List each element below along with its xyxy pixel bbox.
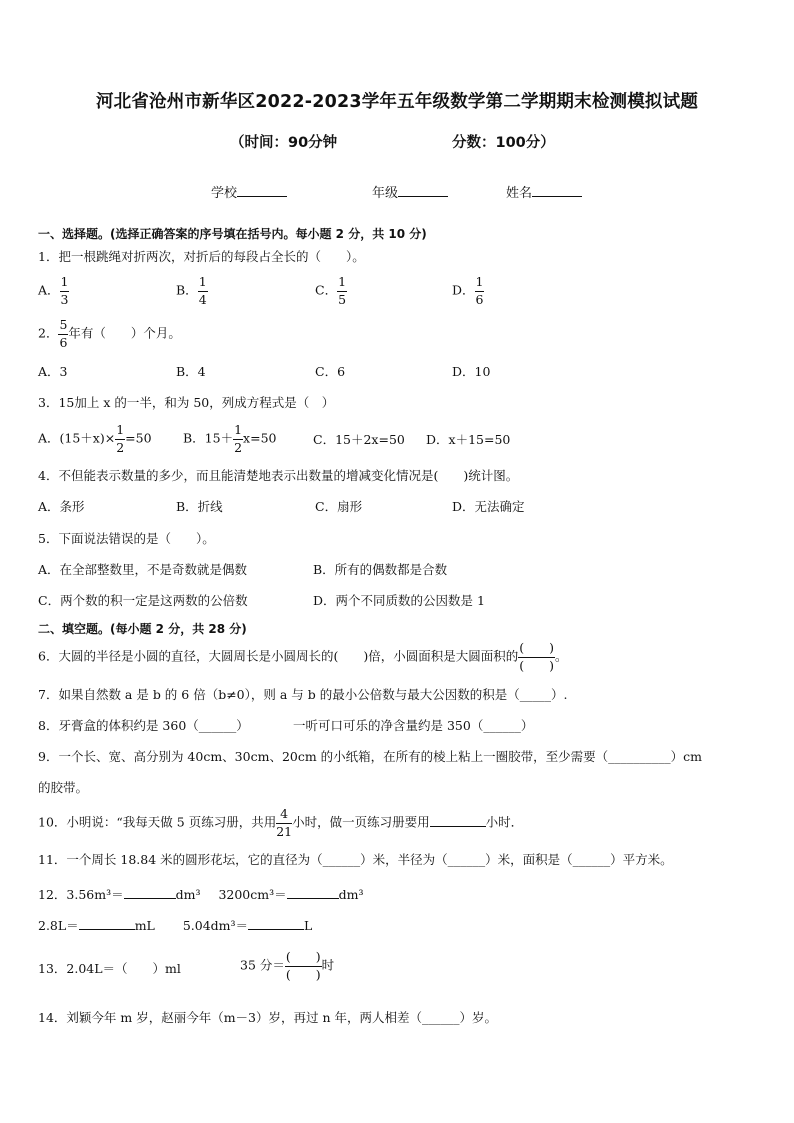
q5-option-a: A．在全部整数里，不是奇数就是偶数 [38, 562, 248, 577]
q12-blank-2[interactable] [287, 886, 339, 899]
q2-option-d: D．10 [452, 364, 491, 379]
question-11: 11．一个周长 18.84 米的圆形花坛，它的直径为（______）米，半径为（______）米，面积是（______）平方米。 [38, 852, 673, 867]
school-field [211, 182, 287, 201]
name-field [506, 182, 582, 201]
q2-option-c: C．6 [315, 364, 346, 379]
grade-blank[interactable] [398, 184, 448, 197]
q10-blank[interactable] [430, 814, 486, 827]
grade-field [372, 182, 448, 201]
question-9: 9．一个长、宽、高分别为 40cm、30cm、20cm 的小纸箱，在所有的棱上粘上一圈胶带，至少需要（__________）cm [38, 749, 703, 764]
exam-score: 分数：100分） [452, 135, 555, 151]
q1-option-c: C． $\frac{1}{5}$ [315, 274, 347, 307]
school-blank[interactable] [237, 184, 287, 197]
question-13-part-1: 13．2.04L＝（ ）ml [38, 961, 181, 976]
q2-option-a: A．3 [38, 364, 68, 379]
q2-option-b: B．4 [176, 364, 206, 379]
question-8-part-1: 8．牙膏盒的体积约是 360（______） [38, 718, 249, 733]
school-label: 学校 [211, 186, 238, 201]
q3-option-b: B．15＋ $\frac{1}{2}$ x=50 [183, 422, 277, 455]
q3-option-d: D．x＋15=50 [426, 432, 511, 447]
exam-title: 河北省沧州市新华区2022-2023学年五年级数学第二学期期末检测模拟试题 [95, 92, 699, 112]
question-5: 5．下面说法错误的是（ ）。 [38, 531, 215, 546]
question-14: 14．刘颖今年 m 岁，赵丽今年（m－3）岁，再过 n 年，两人相差（______）岁。 [38, 1010, 498, 1025]
name-label: 姓名 [506, 186, 533, 201]
q12-blank-4[interactable] [248, 917, 304, 930]
q5-option-b: B．所有的偶数都是合数 [313, 562, 448, 577]
q4-option-a: A．条形 [38, 499, 85, 514]
q1-option-d: D． $\frac{1}{6}$ [452, 274, 484, 307]
q12-blank-1[interactable] [124, 886, 176, 899]
q1-option-b: B． $\frac{1}{4}$ [176, 274, 207, 307]
question-10: 10．小明说：“我每天做 5 页练习册，共用 $\frac{4}{21}$ 小时，做一页练习册要用 小时． [38, 806, 524, 839]
section-1-heading: 一、选择题。(选择正确答案的序号填在括号内。每小题 2 分，共 10 分) [38, 227, 427, 241]
question-13-part-2: 35 分＝ $\frac{( )}{( )}$ 时 [240, 949, 335, 982]
exam-time: （时间：90分钟 [230, 135, 338, 151]
question-9-cont: 的胶带。 [38, 780, 89, 795]
question-6: 6．大圆的半径是小圆的直径，大圆周长是小圆周长的( )倍，小圆面积是大圆面积的 $\frac{( )}{( )}$ 。 [38, 640, 568, 673]
q4-option-b: B．折线 [176, 499, 223, 514]
question-12-line-2: 2.8L＝ mL 5.04dm³＝ L [38, 918, 313, 933]
question-3: 3．15加上 x 的一半，和为 50，列成方程式是（ ） [38, 395, 335, 410]
q5-option-d: D．两个不同质数的公因数是 1 [313, 593, 485, 608]
q3-option-c: C．15＋2x=50 [313, 432, 405, 447]
q3-option-a: A．(15＋x)× $\frac{1}{2}$ =50 [38, 422, 152, 455]
q5-option-c: C．两个数的积一定是这两数的公倍数 [38, 593, 248, 608]
q1-option-a: A． $\frac{1}{3}$ [38, 274, 69, 307]
grade-label: 年级 [372, 186, 399, 201]
name-blank[interactable] [532, 184, 582, 197]
question-7: 7．如果自然数 a 是 b 的 6 倍（b≠0），则 a 与 b 的最小公倍数与最大公因数的积是（_____）. [38, 687, 568, 702]
question-1: 1．把一根跳绳对折两次，对折后的每段占全长的（ ）。 [38, 249, 365, 264]
question-8-part-2: 一听可口可乐的净含量约是 350（______） [293, 718, 534, 733]
section-2-heading: 二、填空题。(每小题 2 分，共 28 分) [38, 622, 247, 636]
q12-blank-3[interactable] [79, 917, 135, 930]
question-12-line-1: 12．3.56m³＝ dm³ 3200cm³＝ dm³ [38, 887, 364, 902]
q4-option-c: C．扇形 [315, 499, 363, 514]
question-2: 2． $\frac{5}{6}$ 年有（ ）个月。 [38, 317, 181, 350]
question-4: 4．不但能表示数量的多少，而且能清楚地表示出数量的增减变化情况是( )统计图。 [38, 468, 519, 483]
q4-option-d: D．无法确定 [452, 499, 525, 514]
